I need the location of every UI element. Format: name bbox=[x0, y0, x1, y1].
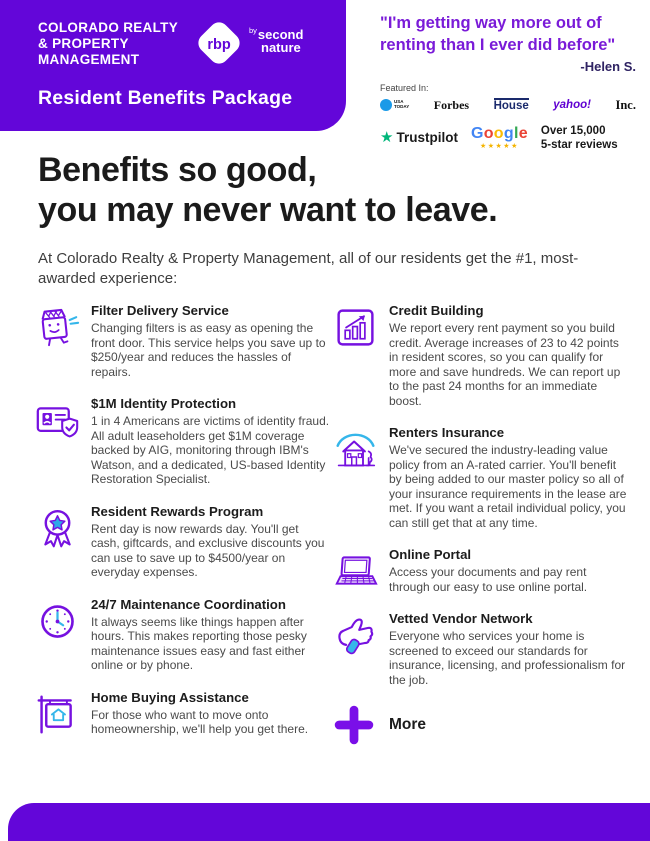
benefit-text bbox=[91, 504, 330, 580]
benefit-title: Renters Insurance bbox=[389, 425, 505, 441]
trustpilot-logo bbox=[380, 130, 458, 145]
yahoo-logo: yahoo! bbox=[553, 99, 591, 112]
benefit-maintenance bbox=[35, 597, 330, 673]
id-card-shield-icon bbox=[35, 396, 91, 487]
quote-line: renting than I ever did before" bbox=[380, 35, 616, 54]
logo-second-label: second bbox=[257, 27, 304, 42]
brand-name bbox=[38, 20, 178, 68]
clock-icon bbox=[35, 597, 91, 673]
brand-line: & PROPERTY bbox=[38, 35, 129, 51]
brand-line: COLORADO REALTY bbox=[38, 20, 178, 35]
logo-nature-label: nature bbox=[261, 40, 301, 55]
testimonial-attribution: -Helen S. bbox=[580, 58, 636, 74]
benefit-description: 1 in 4 Americans are victims of identity fraud. All adult leaseholders get $1M coverage backed by AIG, monitoring through IBM's Watson, and a dedicated, US-based Identity Restoration Specialist. bbox=[91, 414, 330, 487]
benefit-text bbox=[389, 425, 628, 530]
page-subtitle: At Colorado Realty & Property Management, all of our residents get the #1, most-awarded experience: bbox=[38, 250, 579, 288]
benefit-filter-delivery bbox=[35, 303, 330, 379]
benefit-description: We report every rent payment so you build credit. Average increases of 23 to 42 points in resident scores, so you can qualify for more and save hundreds. We can report up to the past 24 months for an immediate boost. bbox=[389, 321, 621, 408]
house-sign-icon bbox=[35, 690, 91, 737]
package-title: Resident Benefits Package bbox=[38, 87, 293, 109]
logo-by-label: by bbox=[249, 26, 257, 35]
benefit-description: Rent day is now rewards day. You'll get cash, giftcards, and exclusive discounts you can use to save up to $4500/year on everyday expenses. bbox=[91, 521, 325, 580]
reviews-count: Over 15,000 5-star reviews bbox=[540, 124, 618, 151]
benefit-renters-insurance bbox=[333, 425, 628, 530]
benefit-text bbox=[389, 611, 628, 687]
award-ribbon-icon bbox=[35, 504, 91, 580]
testimonial-quote bbox=[380, 13, 636, 57]
credit-chart-icon bbox=[333, 303, 389, 408]
benefit-title: Credit Building bbox=[389, 303, 484, 318]
benefit-description: It always seems like things happen after hours. This makes reporting those pesky maintenance issues easy and fast either online or by phone. bbox=[91, 614, 307, 673]
benefit-resident-rewards bbox=[35, 504, 330, 580]
quote-line: "I'm getting way more out of bbox=[380, 14, 602, 32]
benefits-column-right bbox=[333, 303, 628, 746]
benefit-text bbox=[91, 597, 330, 673]
svg-text:rbp: rbp bbox=[207, 36, 231, 53]
benefit-title: $1M Identity Protection bbox=[91, 396, 237, 412]
more-row bbox=[333, 704, 628, 746]
benefit-credit-building bbox=[333, 303, 628, 408]
benefit-identity-protection bbox=[35, 396, 330, 487]
insured-house-icon bbox=[333, 425, 389, 530]
more-label: More bbox=[389, 716, 427, 734]
headline-line: you may never want to leave. bbox=[38, 191, 498, 230]
ratings-row bbox=[380, 124, 636, 153]
benefit-text bbox=[91, 690, 330, 737]
usa-today-dot-icon bbox=[380, 99, 392, 111]
brand-line: MANAGEMENT bbox=[38, 51, 140, 67]
usa-today-label: USA TODAY bbox=[394, 99, 410, 110]
benefits-column-left bbox=[35, 303, 330, 754]
inc-logo: Inc. bbox=[615, 97, 636, 112]
rbp-badge-icon bbox=[190, 14, 248, 72]
benefit-text bbox=[389, 547, 628, 594]
second-nature-logo bbox=[249, 27, 303, 54]
forbes-logo: Forbes bbox=[433, 97, 470, 112]
benefit-text bbox=[91, 303, 330, 379]
featured-logos-row bbox=[380, 98, 636, 113]
benefit-title: Filter Delivery Service bbox=[91, 303, 229, 318]
trustpilot-star-icon: ★ bbox=[380, 129, 394, 147]
laptop-icon bbox=[333, 547, 389, 594]
featured-in-label: Featured In: bbox=[380, 82, 429, 93]
house-logo: House bbox=[493, 99, 529, 112]
trustpilot-label: Trustpilot bbox=[396, 130, 458, 146]
google-wordmark: Google bbox=[470, 124, 528, 142]
benefit-description: We've secured the industry-leading value policy from an A-rated carrier. You'll benefit by being added to our master policy so all of your insurance requirements in the lease are met. If you want a retail individual policy, you can still get that at any time. bbox=[389, 443, 627, 530]
benefit-title: Home Buying Assistance bbox=[91, 689, 249, 705]
header-banner bbox=[0, 0, 346, 131]
plus-icon bbox=[333, 704, 389, 746]
benefit-description: Everyone who services your home is screened to exceed our standards for insurance, licensing, and professionalism for the job. bbox=[389, 629, 626, 687]
google-logo bbox=[471, 126, 528, 150]
page-headline bbox=[38, 150, 497, 230]
footer-bar bbox=[8, 803, 650, 841]
google-stars-icon: ★★★★★ bbox=[479, 142, 519, 150]
benefit-description: Changing filters is as easy as opening the front door. This service helps you save up to $250/year and reduces the hassles of repairs. bbox=[91, 321, 326, 379]
benefit-title: Resident Rewards Program bbox=[91, 503, 264, 519]
usa-today-logo bbox=[380, 99, 409, 111]
benefit-text bbox=[91, 396, 330, 487]
benefit-title: Online Portal bbox=[389, 547, 472, 563]
benefit-description: For those who want to move onto homeownership, we'll help you get there. bbox=[91, 707, 309, 737]
thumbs-up-icon bbox=[333, 611, 389, 687]
testimonial-section bbox=[380, 13, 636, 152]
benefit-online-portal bbox=[333, 547, 628, 594]
filter-box-icon bbox=[35, 303, 91, 379]
benefit-description: Access your documents and pay rent through our easy to use online portal. bbox=[389, 565, 588, 594]
benefit-text bbox=[389, 303, 628, 408]
benefit-title: 24/7 Maintenance Coordination bbox=[91, 596, 286, 612]
benefit-home-buying bbox=[35, 690, 330, 737]
benefit-vendor-network bbox=[333, 611, 628, 687]
headline-line: Benefits so good, bbox=[38, 151, 317, 189]
benefit-title: Vetted Vendor Network bbox=[389, 611, 533, 627]
